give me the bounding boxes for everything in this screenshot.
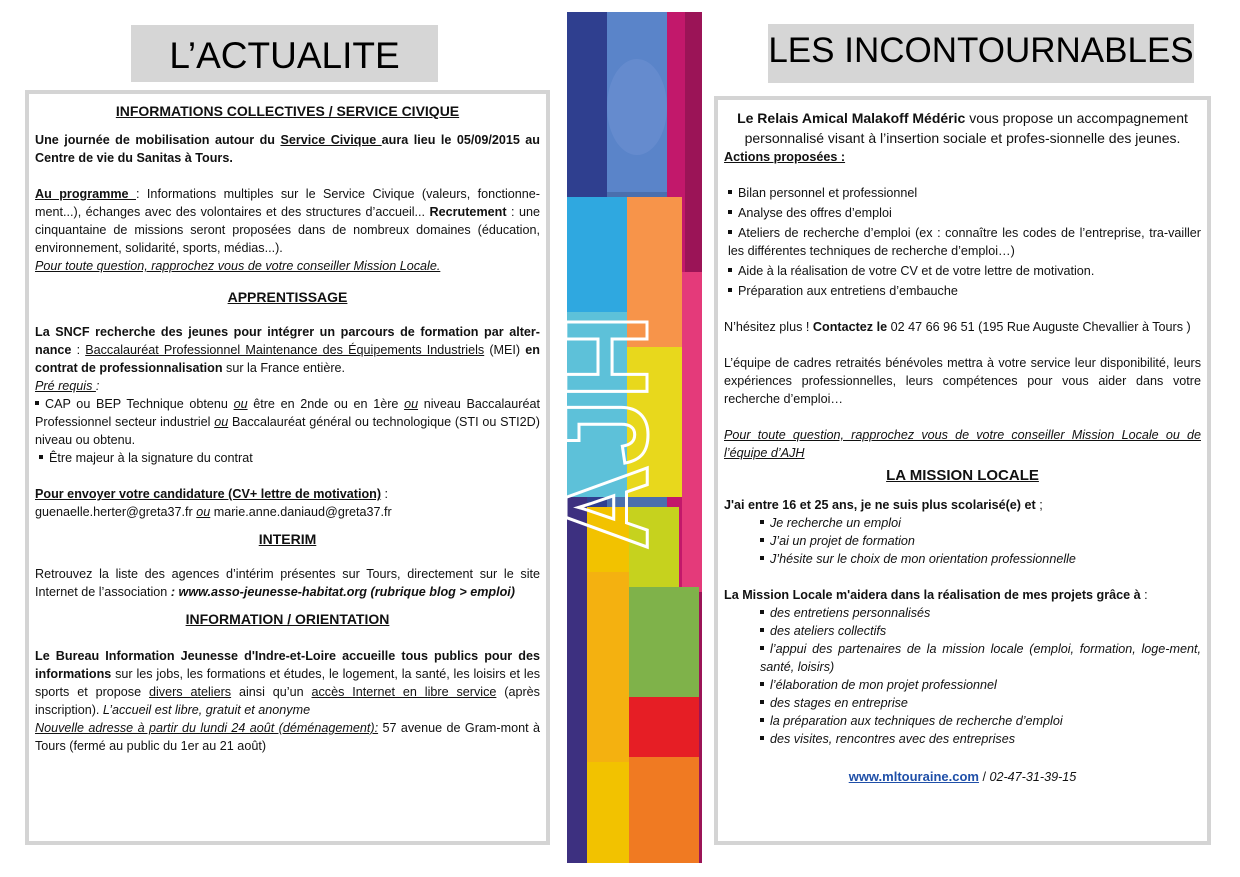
action-item: Analyse des offres d’emploi [724, 204, 1201, 222]
ml-intro: J'ai entre 16 et 25 ans, je ne suis plus scolarisé(e) et ; [724, 498, 1043, 512]
right-page-title: LES INCONTOURNABLES [768, 24, 1194, 83]
bij-address: Nouvelle adresse à partir du lundi 24 août (déménagement): 57 avenue de Gram-mont à Tours (fermé au public du 1er au 21 août) [35, 721, 540, 753]
ml-situation-item: J’hésite sur le choix de mon orientation professionnelle [760, 550, 1201, 568]
ml-help: La Mission Locale m'aidera dans la réalisation de mes projets grâce à : [724, 588, 1148, 602]
heading-information-orientation: INFORMATION / ORIENTATION [185, 611, 390, 627]
ml-footer: www.mltouraine.com / 02-47-31-39-15 [848, 769, 1077, 784]
action-item: Bilan personnel et professionnel [724, 184, 1201, 202]
prerequis-item-diploma: CAP ou BEP Technique obtenu ou être en 2nde ou en 1ère ou niveau Baccalauréat Professionnel secteur industriel ou Baccalauréat général ou technologique (STI ou STI2D) niveau ou obtenu. [35, 397, 540, 447]
action-item: Préparation aux entretiens d’embauche [724, 282, 1201, 300]
ml-service-item: des ateliers collectifs [760, 622, 1201, 640]
heading-interim: INTERIM [258, 531, 317, 547]
prerequis-label: Pré requis : [35, 379, 100, 393]
interim-text: Retrouvez la liste des agences d’intérim présentes sur Tours, directement sur le site Internet de l’association : www.asso-jeunesse-habitat.org (rubrique blog > emploi) [35, 567, 540, 599]
contact-text: N’hésitez plus ! Contactez le 02 47 66 96 51 (195 Rue Auguste Chevallier à Tours ) [724, 320, 1191, 334]
candidature-label: Pour envoyer votre candidature (CV+ lettre de motivation) : [35, 487, 389, 501]
ml-phone: 02-47-31-39-15 [989, 770, 1077, 784]
action-item: Ateliers de recherche d’emploi (ex : connaître les codes de l’entreprise, tra-vailler les différentes techniques de recherche d’emploi…) [728, 226, 1201, 258]
relais-question: Pour toute question, rapprochez vous de votre conseiller Mission Locale ou de l’équipe d’AJH [724, 428, 1201, 460]
ml-service-item: des visites, rencontres avec des entreprises [760, 730, 1201, 748]
ml-service-item: des stages en entreprise [760, 694, 1201, 712]
candidature-emails: guenaelle.herter@greta37.fr ou marie.anne.daniaud@greta37.fr [35, 505, 392, 519]
sncf-text: La SNCF recherche des jeunes pour intégrer un parcours de formation par alter-nance : Baccalauréat Professionnel Maintenance des Équipements Industriels (MEI) en contrat de professionnalisation sur la France entière. [35, 325, 540, 375]
ml-service-item: l’élaboration de mon projet professionnel [760, 676, 1201, 694]
ml-service-item: l’appui des partenaires de la mission locale (emploi, formation, loge-ment, santé, loisirs) [760, 642, 1201, 674]
bij-text: Le Bureau Information Jeunesse d'Indre-et-Loire accueille tous publics pour des informations sur les jobs, les formations et études, le logement, la santé, les loisirs et les sports et propose divers ateliers ainsi qu’un accès Internet en libre service (après inscription). L’accueil est libre, gratuit et anonyme [35, 649, 540, 717]
prerequis-item-majeur: Être majeur à la signature du contrat [35, 449, 540, 467]
mltouraine-link[interactable]: www.mltouraine.com [848, 769, 979, 784]
heading-service-civique: INFORMATIONS COLLECTIVES / SERVICE CIVIQUE [115, 103, 460, 119]
service-civique-text: Une journée de mobilisation autour du Service Civique aura lieu le 05/09/2015 au Centre de vie du Sanitas à Tours. [35, 133, 540, 165]
ajh-logo-artwork [541, 12, 702, 863]
heading-apprentissage: APPRENTISSAGE [227, 289, 348, 305]
actions-heading: Actions proposées : [724, 150, 846, 164]
ml-situation-item: Je recherche un emploi [760, 514, 1201, 532]
relais-intro: Le Relais Amical Malakoff Médéric vous propose un accompagnement personnalisé visant à l’insertion sociale et profes-sionnelle des jeunes. [737, 110, 1188, 146]
actualite-panel [25, 90, 550, 845]
ml-service-item: des entretiens personnalisés [760, 604, 1201, 622]
ml-service-item: la préparation aux techniques de recherche d’emploi [760, 712, 1201, 730]
ml-situation-item: J’ai un projet de formation [760, 532, 1201, 550]
action-item: Aide à la réalisation de votre CV et de votre lettre de motivation. [724, 262, 1201, 280]
left-page-title: L’ACTUALITE [131, 25, 438, 82]
incontournables-panel [714, 96, 1211, 845]
heading-mission-locale: LA MISSION LOCALE [886, 467, 1039, 484]
team-text: L’équipe de cadres retraités bénévoles mettra à votre service leur disponibilité, leurs expériences professionnelles, leurs compétences pour vous aider dans votre recherche d’emploi… [724, 356, 1201, 406]
service-civique-question: Pour toute question, rapprochez vous de votre conseiller Mission Locale. [35, 259, 441, 273]
ajh-letters: AJH [541, 313, 673, 551]
ajh-logo-graphic [541, 12, 702, 863]
programme-text: Au programme : Informations multiples sur le Service Civique (valeurs, fonctionne-ment...), échanges avec des volontaires et des structures d’accueil... Recrutement : une cinquantaine de missions seront proposées dans de nombreux domaines (éducation, environnement, solidarité, sports, médias...). [35, 187, 541, 255]
